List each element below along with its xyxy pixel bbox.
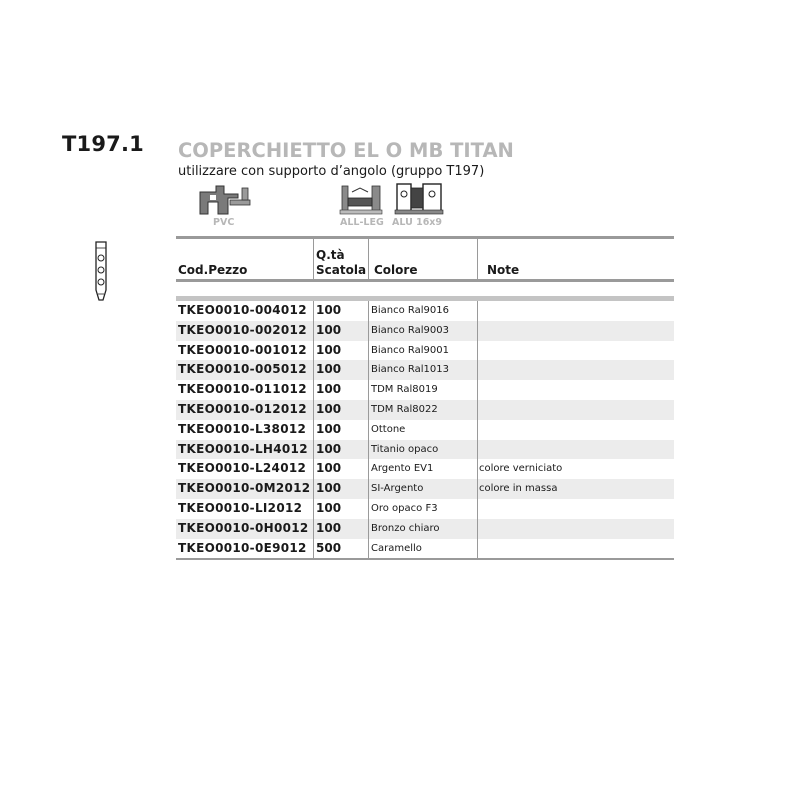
header-notes: Note [487, 263, 520, 277]
cell-code: TKEO0010-0M2012 [178, 481, 311, 496]
table-row [176, 479, 674, 499]
parts-table [176, 236, 674, 560]
part-drawing-icon [90, 240, 112, 308]
table-row [176, 539, 674, 559]
cell-code: TKEO0010-LI2012 [178, 500, 303, 515]
cell-qty: 100 [316, 520, 342, 535]
header-color: Colore [374, 263, 418, 277]
cell-code: TKEO0010-001012 [178, 342, 307, 357]
cell-qty: 100 [316, 362, 342, 377]
table-row [176, 400, 674, 420]
table-row [176, 499, 674, 519]
header-qty-line2: Scatola [316, 263, 367, 277]
header-qty-line1: Q.tà [316, 248, 345, 262]
cell-qty: 100 [316, 401, 342, 416]
table-body [176, 301, 674, 558]
cell-qty: 100 [316, 382, 342, 397]
cell-code: TKEO0010-L24012 [178, 461, 307, 476]
cell-code: TKEO0010-0H0012 [178, 520, 309, 535]
cell-color: TDM Ral8019 [371, 384, 438, 396]
cell-code: TKEO0010-004012 [178, 303, 307, 317]
cell-qty: 100 [316, 461, 342, 476]
cell-color: Bronzo chiaro [371, 522, 440, 534]
cell-color: Bianco Ral9001 [371, 344, 449, 356]
cell-color: Bianco Ral9016 [371, 305, 449, 316]
cell-qty: 100 [316, 421, 342, 436]
cell-color: Argento EV1 [371, 463, 434, 475]
table-row [176, 321, 674, 341]
cell-code: TKEO0010-LH4012 [178, 441, 308, 456]
cell-code: TKEO0010-L38012 [178, 421, 307, 436]
cell-note: colore verniciato [479, 463, 563, 475]
cell-color: Ottone [371, 423, 406, 435]
alu-label: ALU 16x9 [392, 217, 443, 228]
pvc-label: PVC [213, 217, 235, 228]
table-row [176, 459, 674, 479]
cell-code: TKEO0010-005012 [178, 362, 307, 377]
table-row [176, 360, 674, 380]
all-leg-label: ALL-LEG [340, 217, 384, 228]
cell-qty: 100 [316, 342, 342, 357]
header-code: Cod.Pezzo [178, 263, 248, 277]
table-row [176, 301, 674, 321]
product-title: COPERCHIETTO EL O MB TITAN [178, 139, 514, 162]
cell-code: TKEO0010-011012 [178, 382, 307, 397]
cell-note: colore in massa [479, 483, 558, 495]
product-subtitle: utilizzare con supporto d’angolo (gruppo T197) [178, 164, 485, 179]
cell-qty: 500 [316, 540, 342, 555]
cell-code: TKEO0010-0E9012 [178, 540, 307, 555]
cell-qty: 100 [316, 481, 342, 496]
table-header [176, 236, 674, 279]
product-code: T197.1 [62, 132, 144, 156]
cell-color: TDM Ral8022 [371, 403, 438, 415]
cell-color: Titanio opaco [371, 443, 439, 455]
cell-color: Bianco Ral1013 [371, 364, 449, 376]
table-row [176, 519, 674, 539]
cell-color: Bianco Ral9003 [371, 324, 449, 336]
cell-color: Oro opaco F3 [371, 502, 438, 514]
table-row [176, 440, 674, 460]
cell-qty: 100 [316, 500, 342, 515]
cell-color: SI-Argento [371, 483, 424, 495]
table-row [176, 420, 674, 440]
table-row [176, 380, 674, 400]
cell-code: TKEO0010-012012 [178, 401, 307, 416]
cell-qty: 100 [316, 322, 342, 337]
cell-qty: 100 [316, 441, 342, 456]
alu-profile-icon [393, 182, 445, 222]
cell-color: Caramello [371, 542, 422, 554]
cell-qty: 100 [316, 303, 342, 317]
cell-code: TKEO0010-002012 [178, 322, 307, 337]
table-row [176, 341, 674, 361]
